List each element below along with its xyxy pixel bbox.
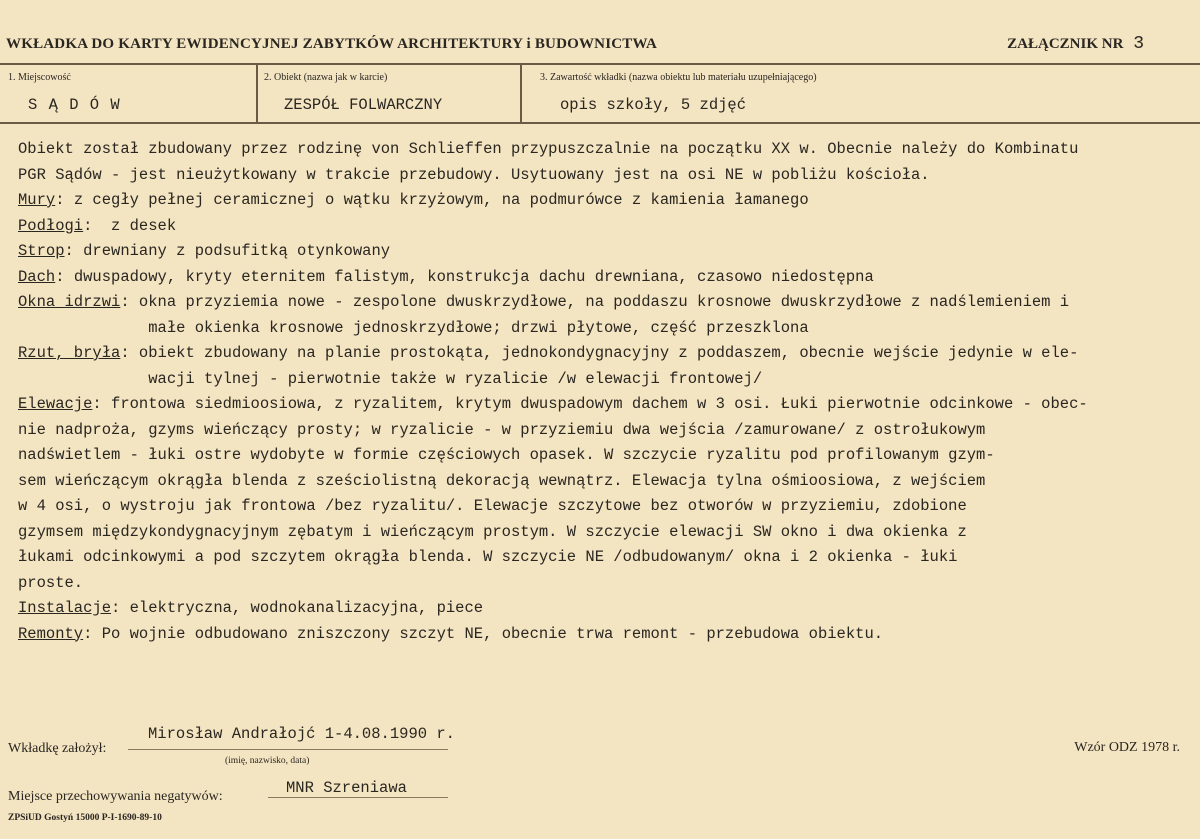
locality-label: 1. Miejscowość bbox=[8, 72, 71, 83]
attachment-label: ZAŁĄCZNIK NR bbox=[1007, 36, 1124, 52]
body-line-text: : frontowa siedmioosiowa, z ryzalitem, krytym dwuspadowym dachem w 3 osi. Łuki pierwotnie odcinkowe - obec- bbox=[92, 395, 1088, 413]
body-line bbox=[18, 622, 1188, 648]
body-line bbox=[18, 443, 1188, 469]
body-line-text: : dwuspadowy, kryty eternitem falistym, konstrukcja dachu drewniana, czasowo niedostępna bbox=[55, 267, 874, 286]
section-label: Okna idrzwi bbox=[18, 293, 121, 311]
body-line-text: Obiekt został zbudowany przez rodzinę von Schlieffen przypuszczalnie na początku XX w. Obecnie należy do Kombinatu bbox=[18, 140, 1079, 158]
body-line-text: : z desek bbox=[83, 216, 177, 235]
body-line-text: : okna przyziemia nowe - zespolone dwuskrzydłowe, na poddaszu krosnowe dwuskrzydłowe z nadślemieniem i bbox=[120, 293, 1070, 311]
attachment-number-value: 3 bbox=[1133, 34, 1144, 54]
body-line-text: : Po wojnie odbudowano zniszczony szczyt NE, obecnie trwa remont - przebudowa obiektu. bbox=[83, 624, 884, 643]
section-label: Rzut, bryła bbox=[18, 344, 121, 362]
form-model: Wzór ODZ 1978 r. bbox=[1074, 740, 1180, 755]
contents-label: 3. Zawartość wkładki (nazwa obiektu lub materiału uzupełniającego) bbox=[540, 72, 817, 83]
body-line bbox=[18, 596, 1188, 622]
body-line-text: nie nadproża, gzyms wieńczący prosty; w ryzalicie - w przyziemiu dwa wejścia /zamurowane/ z ostrołukowym bbox=[18, 420, 986, 439]
object-value: ZESPÓŁ FOLWARCZNY bbox=[284, 96, 443, 114]
body-line-text: proste. bbox=[18, 573, 84, 592]
body-line-text: gzymsem międzykondygnacyjnym zębatym i wieńczącym prostym. W szczycie elewacji SW okno i dwa okienka z bbox=[18, 522, 967, 541]
body-line bbox=[18, 290, 1188, 316]
body-line-text: sem wieńczącym okrągła blenda z sześciolistną dekoracją wewnątrz. Elewacja tylna ośmioosiowa, z wejściem bbox=[18, 471, 986, 490]
body-line bbox=[18, 239, 1188, 265]
body-line-text: PGR Sądów - jest nieużytkowany w trakcie przebudowy. Usytuowany jest na osi NE w pobliżu kościoła. bbox=[18, 165, 930, 184]
body-line bbox=[18, 545, 1188, 571]
body-line-text: łukami odcinkowymi a pod szczytem okrągła blenda. W szczycie NE /odbudowanym/ okna i 2 okienka - łuki bbox=[18, 548, 958, 566]
section-label: Remonty bbox=[18, 624, 84, 643]
body-line-text: wacji tylnej - pierwotnie także w ryzalicie /w elewacji frontowej/ bbox=[18, 369, 763, 388]
body-line-text: : drewniany z podsufitką otynkowany bbox=[64, 242, 391, 260]
body-line bbox=[18, 392, 1188, 418]
section-label: Mury bbox=[18, 191, 56, 209]
section-label: Podłogi bbox=[18, 216, 84, 235]
body-line bbox=[18, 469, 1188, 495]
locality-value: S Ą D Ó W bbox=[28, 96, 121, 114]
section-label: Instalacje bbox=[18, 599, 112, 617]
body-line bbox=[18, 188, 1188, 214]
body-line bbox=[18, 341, 1188, 367]
created-by-hint: (imię, nazwisko, data) bbox=[225, 756, 310, 766]
contents-value: opis szkoły, 5 zdjęć bbox=[560, 96, 747, 114]
body-line bbox=[18, 571, 1188, 597]
field-divider-2 bbox=[520, 64, 522, 123]
attachment-number bbox=[1007, 34, 1144, 54]
header-rule-top bbox=[0, 63, 1200, 65]
body-line bbox=[18, 520, 1188, 546]
body-line bbox=[18, 137, 1188, 163]
created-by-underline bbox=[128, 749, 448, 750]
field-divider-1 bbox=[256, 64, 258, 123]
body-line bbox=[18, 214, 1188, 240]
body-line-text: małe okienka krosnowe jednoskrzydłowe; drzwi płytowe, część przeszklona bbox=[18, 318, 809, 337]
body-line bbox=[18, 418, 1188, 444]
negatives-underline bbox=[268, 797, 448, 798]
fields-rule-bottom bbox=[0, 122, 1200, 124]
section-label: Elewacje bbox=[18, 395, 93, 413]
created-by-label: Wkładkę założył: bbox=[8, 741, 107, 756]
body-line bbox=[18, 316, 1188, 342]
section-label: Strop bbox=[18, 242, 65, 260]
body-line-text: : obiekt zbudowany na planie prostokąta, jednokondygnacyjny z poddaszem, obecnie wejście jedynie w ele- bbox=[120, 344, 1079, 362]
body-line bbox=[18, 494, 1188, 520]
print-info: ZPSiUD Gostyń 15000 P-I-1690-89-10 bbox=[8, 813, 162, 823]
body-line bbox=[18, 367, 1188, 393]
description-body bbox=[18, 137, 1188, 647]
object-label: 2. Obiekt (nazwa jak w karcie) bbox=[264, 72, 388, 83]
created-by-value: Mirosław Andrałojć 1-4.08.1990 r. bbox=[148, 725, 455, 743]
body-line-text: : elektryczna, wodnokanalizacyjna, piece bbox=[111, 599, 484, 617]
negatives-label: Miejsce przechowywania negatywów: bbox=[8, 789, 223, 804]
form-title: WKŁADKA DO KARTY EWIDENCYJNEJ ZABYTKÓW ARCHITEKTURY i BUDOWNICTWA bbox=[6, 36, 658, 52]
body-line-text: : z cegły pełnej ceramicznej o wątku krzyżowym, na podmurówce z kamienia łamanego bbox=[55, 191, 809, 209]
body-line-text: nadświetlem - łuki ostre wydobyte w formie częściowych opasek. W szczycie ryzalitu pod profilowanym gzym- bbox=[18, 446, 995, 464]
negatives-value: MNR Szreniawa bbox=[286, 779, 407, 797]
body-line-text: w 4 osi, o wystroju jak frontowa /bez ryzalitu/. Elewacje szczytowe bez otworów w przyziemiu, zdobione bbox=[18, 497, 967, 515]
section-label: Dach bbox=[18, 267, 56, 286]
body-line bbox=[18, 265, 1188, 291]
body-line bbox=[18, 163, 1188, 189]
